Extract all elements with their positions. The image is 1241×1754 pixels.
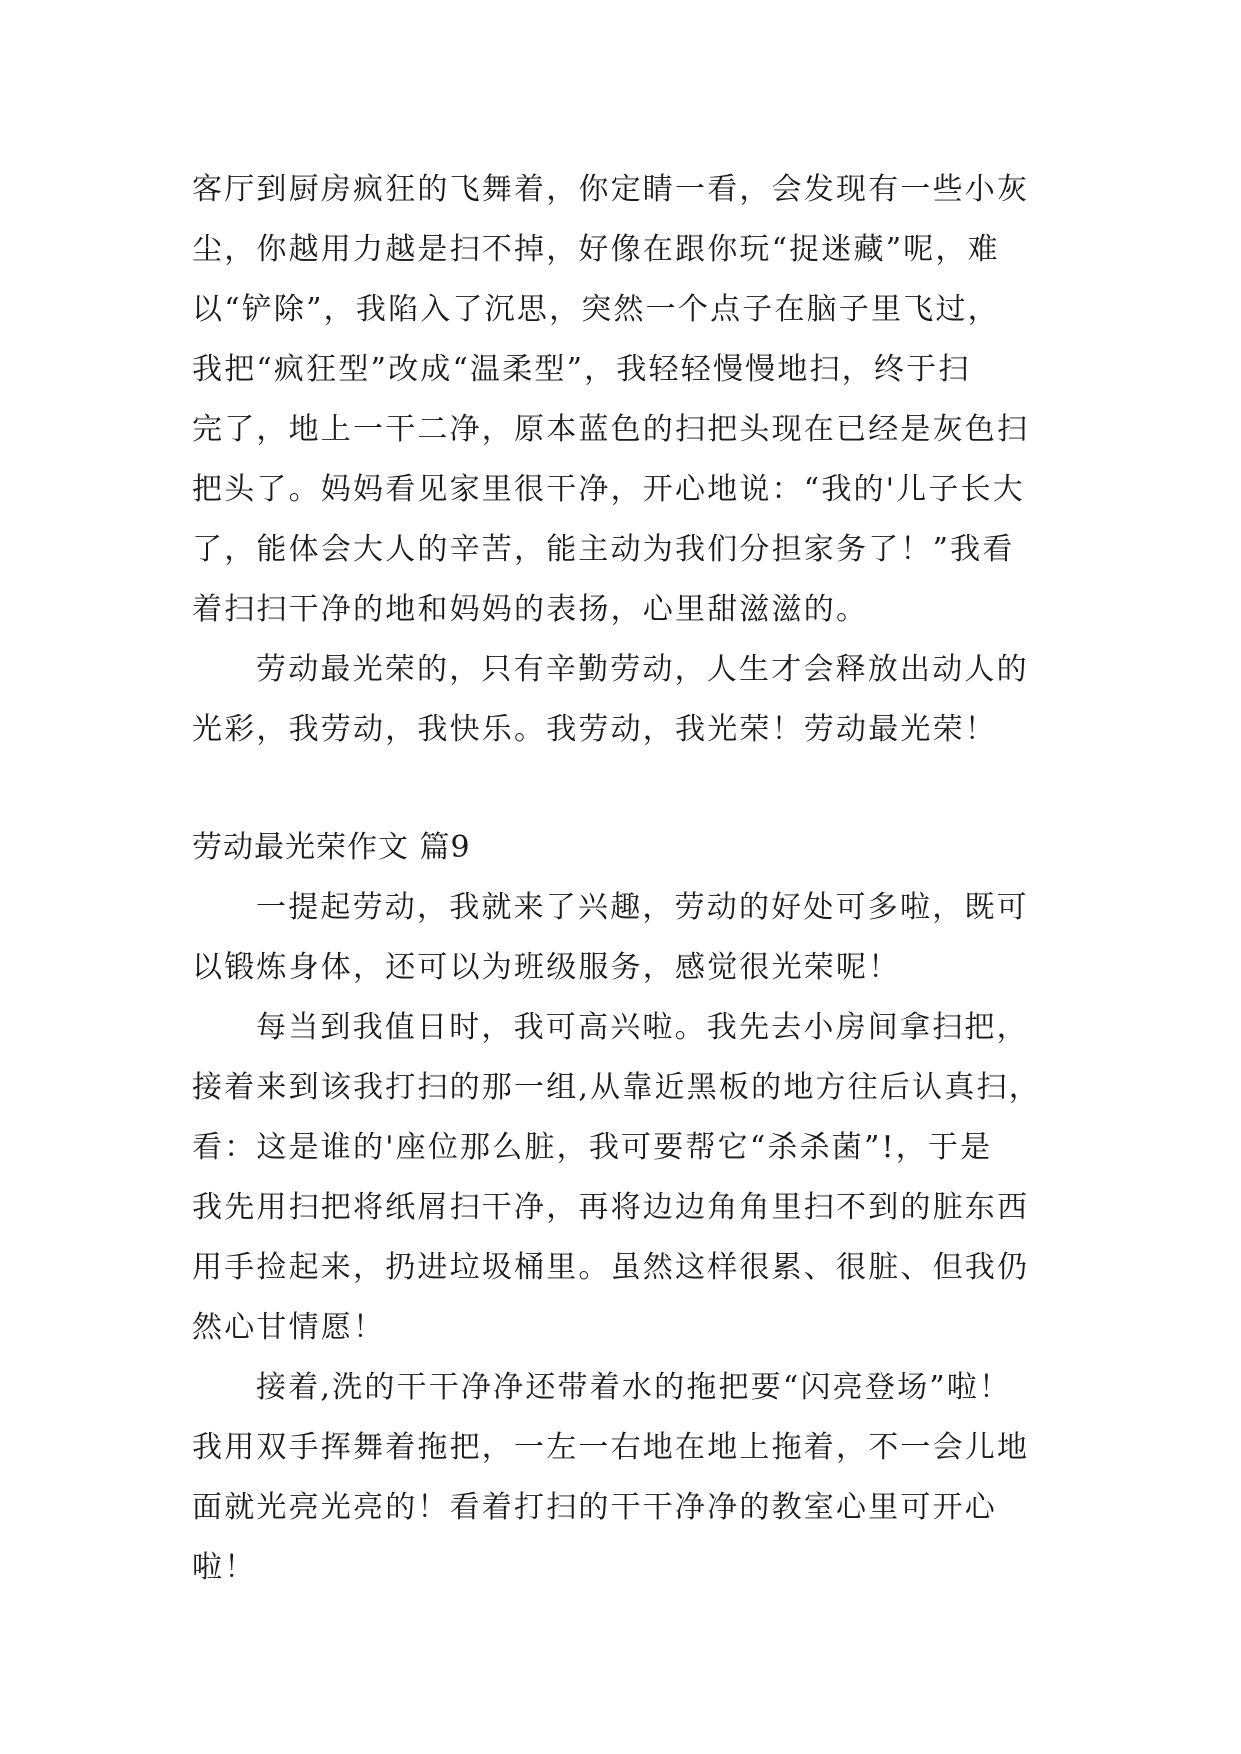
text-line: 客厅到厨房疯狂的飞舞着，你定睛一看，会发现有一些小灰 xyxy=(192,172,1030,207)
paragraph-conclusion xyxy=(192,640,1052,760)
text-line: 光彩，我劳动，我快乐。我劳动，我光荣！劳动最光荣！ xyxy=(192,712,997,747)
text-line: 看：这是谁的'座位那么脏，我可要帮它“杀杀菌”!，于是 xyxy=(192,1130,993,1165)
document-body xyxy=(192,160,1052,1598)
text-line: 了，能体会大人的辛苦，能主动为我们分担家务了！”我看 xyxy=(192,532,1015,567)
text-line: 尘，你越用力越是扫不掉，好像在跟你玩“捉迷藏”呢，难 xyxy=(192,232,1000,267)
text-line: 完了，地上一干二净，原本蓝色的扫把头现在已经是灰色扫 xyxy=(192,412,1030,447)
text-line: 我用双手挥舞着拖把，一左一右地在地上拖着，不一会儿地 xyxy=(192,1430,1030,1465)
text-line: 着扫扫干净的地和妈妈的表扬，心里甜滋滋的。 xyxy=(192,592,869,627)
section-paragraph-1 xyxy=(192,878,1052,998)
text-line: 然心甘情愿！ xyxy=(192,1310,386,1345)
section-title: 劳动最光荣作文 篇9 xyxy=(192,830,471,865)
section-paragraph-3 xyxy=(192,1358,1052,1598)
text-line: 以“铲除”，我陷入了沉思，突然一个点子在脑子里飞过， xyxy=(192,292,1000,327)
text-line: 我先用扫把将纸屑扫干净，再将边边角角里扫不到的脏东西 xyxy=(192,1190,1030,1225)
text-line: 劳动最光荣的，只有辛勤劳动，人生才会释放出动人的 xyxy=(256,652,1029,687)
text-line: 接着,洗的干干净净还带着水的拖把要“闪亮登场”啦！ xyxy=(256,1370,1012,1405)
text-line: 面就光亮光亮的！看着打扫的干干净净的教室心里可开心 xyxy=(192,1490,997,1525)
text-line: 每当到我值日时，我可高兴啦。我先去小房间拿扫把， xyxy=(256,1010,1029,1045)
section-gap xyxy=(192,760,1052,818)
text-line: 我把“疯狂型”改成“温柔型”，我轻轻慢慢地扫，终于扫 xyxy=(192,352,971,387)
text-line: 用手捡起来，扔进垃圾桶里。虽然这样很累、很脏、但我仍 xyxy=(192,1250,1030,1285)
text-line: 以锻炼身体，还可以为班级服务，感觉很光荣呢！ xyxy=(192,950,901,985)
text-line: 接着来到该我打扫的那一组,从靠近黑板的地方往后认真扫， xyxy=(192,1070,1041,1105)
text-line: 一提起劳动，我就来了兴趣，劳动的好处可多啦，既可 xyxy=(256,890,1029,925)
section-paragraph-2 xyxy=(192,998,1052,1358)
paragraph-continued xyxy=(192,160,1052,640)
text-line: 把头了。妈妈看见家里很干净，开心地说：“我的'儿子长大 xyxy=(192,472,1025,507)
text-line: 啦！ xyxy=(192,1550,257,1585)
